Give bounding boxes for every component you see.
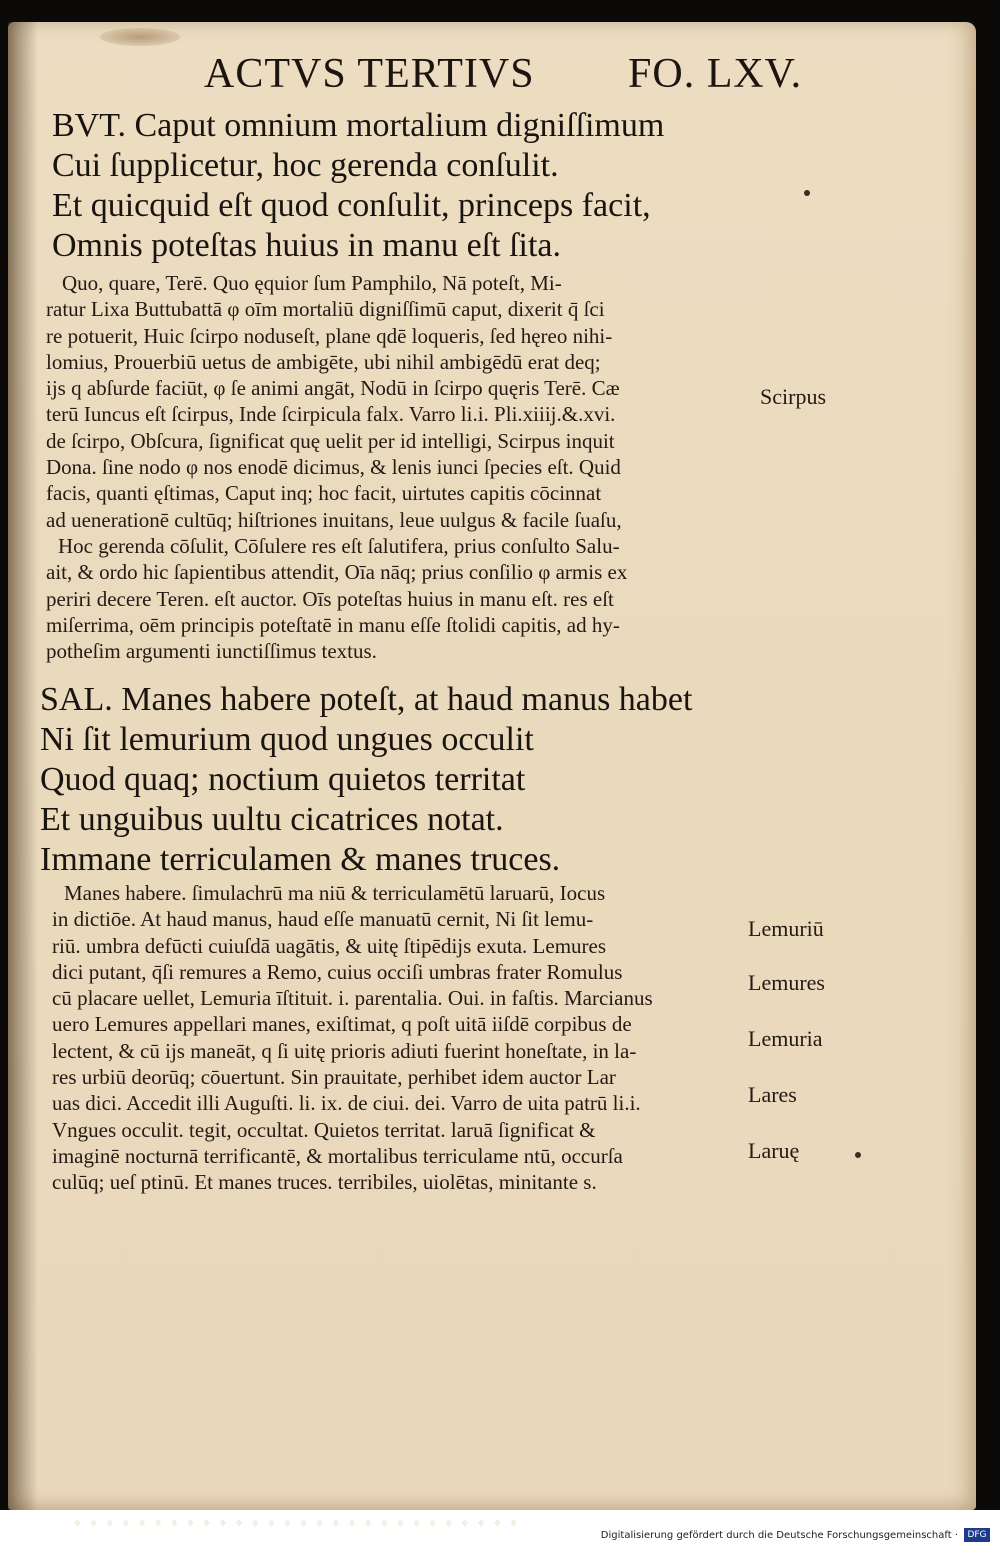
commentary-line: de ſcirpo, Obſcura, ſignificat quę uelit per id intelligi, Scirpus inquit bbox=[46, 428, 615, 453]
verse-line: Quod quaq; noctium quietos territat bbox=[40, 761, 526, 798]
commentary-line: uero Lemures appellari manes, exiſtimat, q poſt uitā iiſdē corpibus de bbox=[52, 1012, 632, 1037]
commentary-line: re potuerit, Huic ſcirpo noduseſt, plane qdē loqueris, ſed hęreo nihi- bbox=[46, 323, 613, 348]
verse-block-2 bbox=[40, 680, 692, 880]
commentary-line: lomius, Prouerbiū uetus de ambigēte, ubi nihil ambigēdū erat deq; bbox=[46, 349, 601, 374]
verse-line: Et quicquid eſt quod conſulit, princeps facit, bbox=[52, 187, 651, 224]
margin-note-lemuria: Lemuria bbox=[748, 1026, 823, 1051]
commentary-block-1 bbox=[46, 270, 627, 664]
margin-note-scirpus: Scirpus bbox=[760, 384, 826, 409]
verse-line: SAL. Manes habere poteſt, at haud manus habet bbox=[40, 681, 693, 718]
margin-note-lares: Lares bbox=[748, 1082, 797, 1107]
commentary-line: ait, & ordo hic ſapientibus attendit, Oīa nāq; prius conſilio φ armis ex bbox=[46, 560, 628, 585]
commentary-line: Manes habere. ſimulachrū ma niū & terriculamētū laruarū, Iocus bbox=[64, 881, 606, 905]
verse-block-1 bbox=[52, 106, 664, 266]
commentary-line: periri decere Teren. eſt auctor. Oīs poteſtas huius in manu eſt. res eſt bbox=[46, 586, 614, 611]
margin-note-laruae: Laruę bbox=[748, 1138, 800, 1163]
commentary-line: uas dici. Accedit illi Auguſti. li. ix. de ciui. dei. Varro de uita patrū li.i. bbox=[52, 1091, 641, 1116]
running-title: ACTVS TERTIVS bbox=[204, 51, 535, 97]
commentary-line: potheſim argumenti iunctiſſimus textus. bbox=[46, 639, 377, 664]
digitization-credit: Digitalisierung gefördert durch die Deutsche Forschungsgemeinschaft · bbox=[600, 1530, 958, 1541]
binding-shadow bbox=[8, 22, 38, 1510]
commentary-line: ratur Lixa Buttubattā φ oīm mortaliū digniſſimū caput, dixerit q̄ ſci bbox=[46, 297, 605, 322]
dfg-logo: DFG bbox=[964, 1528, 990, 1542]
ornament-border: ♦♦♦♦♦♦♦♦♦♦♦♦♦♦♦♦♦♦♦♦♦♦♦♦♦♦♦♦ bbox=[74, 1516, 527, 1531]
page-stain bbox=[100, 28, 180, 46]
commentary-line: Quo, quare, Terē. Quo ęquior ſum Pamphilo, Nā poteſt, Mi- bbox=[62, 271, 562, 295]
ink-speck bbox=[855, 1152, 861, 1158]
verse-line: BVT. Caput omnium mortalium digniſſimum bbox=[52, 107, 665, 144]
commentary-line: terū Iuncus eſt ſcirpus, Inde ſcirpicula falx. Varro li.i. Pli.xiiij.&.xvi. bbox=[46, 402, 616, 427]
folio-number: FO. LXV. bbox=[628, 51, 803, 97]
verse-line: Omnis poteſtas huius in manu eſt ſita. bbox=[52, 227, 562, 264]
verse-line: Cui ſupplicetur, hoc gerenda conſulit. bbox=[52, 147, 559, 184]
commentary-line: dici putant, q̄ſi remures a Remo, cuius occiſi umbras frater Romulus bbox=[52, 959, 623, 984]
verse-line: Ni ſit lemurium quod ungues occulit bbox=[40, 721, 534, 758]
commentary-line: cū placare uellet, Lemuria īſtituit. i. parentalia. Oui. in faſtis. Marcianus bbox=[52, 986, 653, 1011]
verse-line: Immane terriculamen & manes truces. bbox=[40, 841, 561, 878]
commentary-line: lectent, & cū ijs maneāt, q ſi uitę prioris adiuti fuerint honeſtate, in la- bbox=[52, 1038, 637, 1063]
commentary-block-2 bbox=[52, 880, 653, 1196]
commentary-line: in dictiōe. At haud manus, haud eſſe manuatū cernit, Ni ſit lemu- bbox=[52, 907, 594, 932]
commentary-line: Dona. ſine nodo φ nos enodē dicimus, & lenis iunci ſpecies eſt. Quid bbox=[46, 455, 621, 480]
commentary-line: res urbiū deorūq; cōuertunt. Sin prauitate, perhibet idem auctor Lar bbox=[52, 1065, 616, 1090]
commentary-line: ad uenerationē cultūq; hiſtriones inuitans, leue uulgus & facile ſuaſu, bbox=[46, 507, 622, 532]
commentary-line: facis, quanti ęſtimas, Caput inq; hoc facit, uirtutes capitis cōcinnat bbox=[46, 481, 602, 506]
margin-note-lemurium: Lemuriū bbox=[748, 916, 824, 941]
commentary-line: riū. umbra defūcti cuiuſdā uagātis, & uitę ſtipēdijs exuta. Lemures bbox=[52, 933, 607, 958]
ink-speck bbox=[804, 190, 810, 196]
commentary-line: Hoc gerenda cōſulit, Cōſulere res eſt ſalutifera, prius conſulto Salu- bbox=[58, 533, 620, 558]
commentary-line: miſerrima, oēm principis poteſtatē in manu eſſe ſtolidi capitis, ad hy- bbox=[46, 612, 620, 637]
commentary-line: Vngues occulit. tegit, occultat. Quietos territat. laruā ſignificat & bbox=[52, 1117, 596, 1142]
margin-note-lemures: Lemures bbox=[748, 970, 825, 995]
commentary-line: culūq; ueſ ptinū. Et manes truces. terribiles, uiolētas, minitante s. bbox=[52, 1170, 597, 1195]
verse-line: Et unguibus uultu cicatrices notat. bbox=[40, 801, 504, 838]
commentary-line: imaginē nocturnā terrificantē, & mortalibus terriculame ntū, occurſa bbox=[52, 1143, 623, 1168]
commentary-line: ijs q abſurde faciūt, φ ſe animi angāt, Nodū in ſcirpo quęris Terē. Cæ bbox=[46, 376, 620, 401]
